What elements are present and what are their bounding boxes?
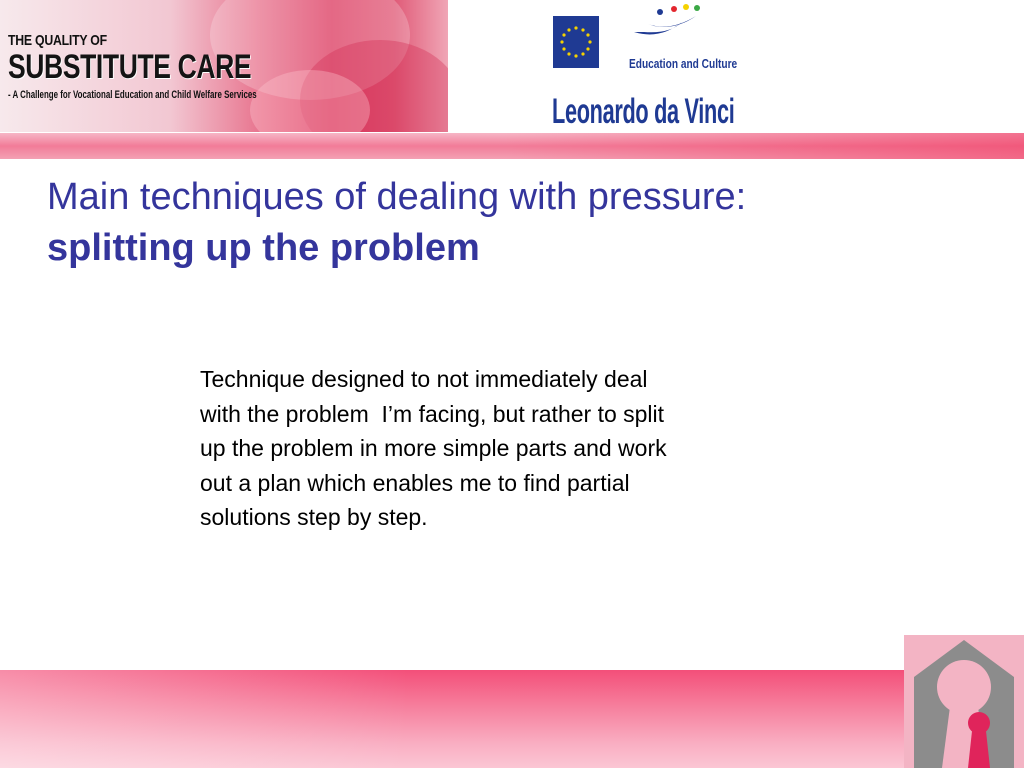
education-culture-caption: Education and Culture: [629, 56, 738, 71]
body-paragraph: [200, 362, 800, 535]
eu-flag-icon: [553, 16, 599, 68]
header-stripe: [0, 133, 1024, 159]
body-line: with the problem I’m facing, but rather to split: [200, 400, 665, 427]
body-line: Technique designed to not immediately deal: [200, 366, 648, 392]
body-line: up the problem in more simple parts and work: [200, 435, 667, 461]
education-culture-icon: [630, 2, 710, 42]
body-line: solutions step by step.: [200, 504, 428, 530]
banner-text: [8, 32, 353, 101]
title-main: Main techniques of dealing with pressure:: [47, 176, 747, 218]
footer-band: [0, 670, 1024, 768]
body-line: out a plan which enables me to find partial: [200, 469, 630, 496]
banner-title: SUBSTITUTE CARE: [8, 48, 252, 86]
title-subtitle: splitting up the problem: [47, 227, 480, 269]
keyhole-icon: [904, 635, 1024, 768]
banner-subtitle-top: THE QUALITY OF: [8, 32, 107, 49]
program-name: Leonardo da Vinci: [552, 92, 735, 131]
header-banner: [0, 0, 448, 132]
banner-tagline: - A Challenge for Vocational Education and Child Welfare Services: [8, 89, 257, 101]
slide-title: [47, 170, 977, 272]
